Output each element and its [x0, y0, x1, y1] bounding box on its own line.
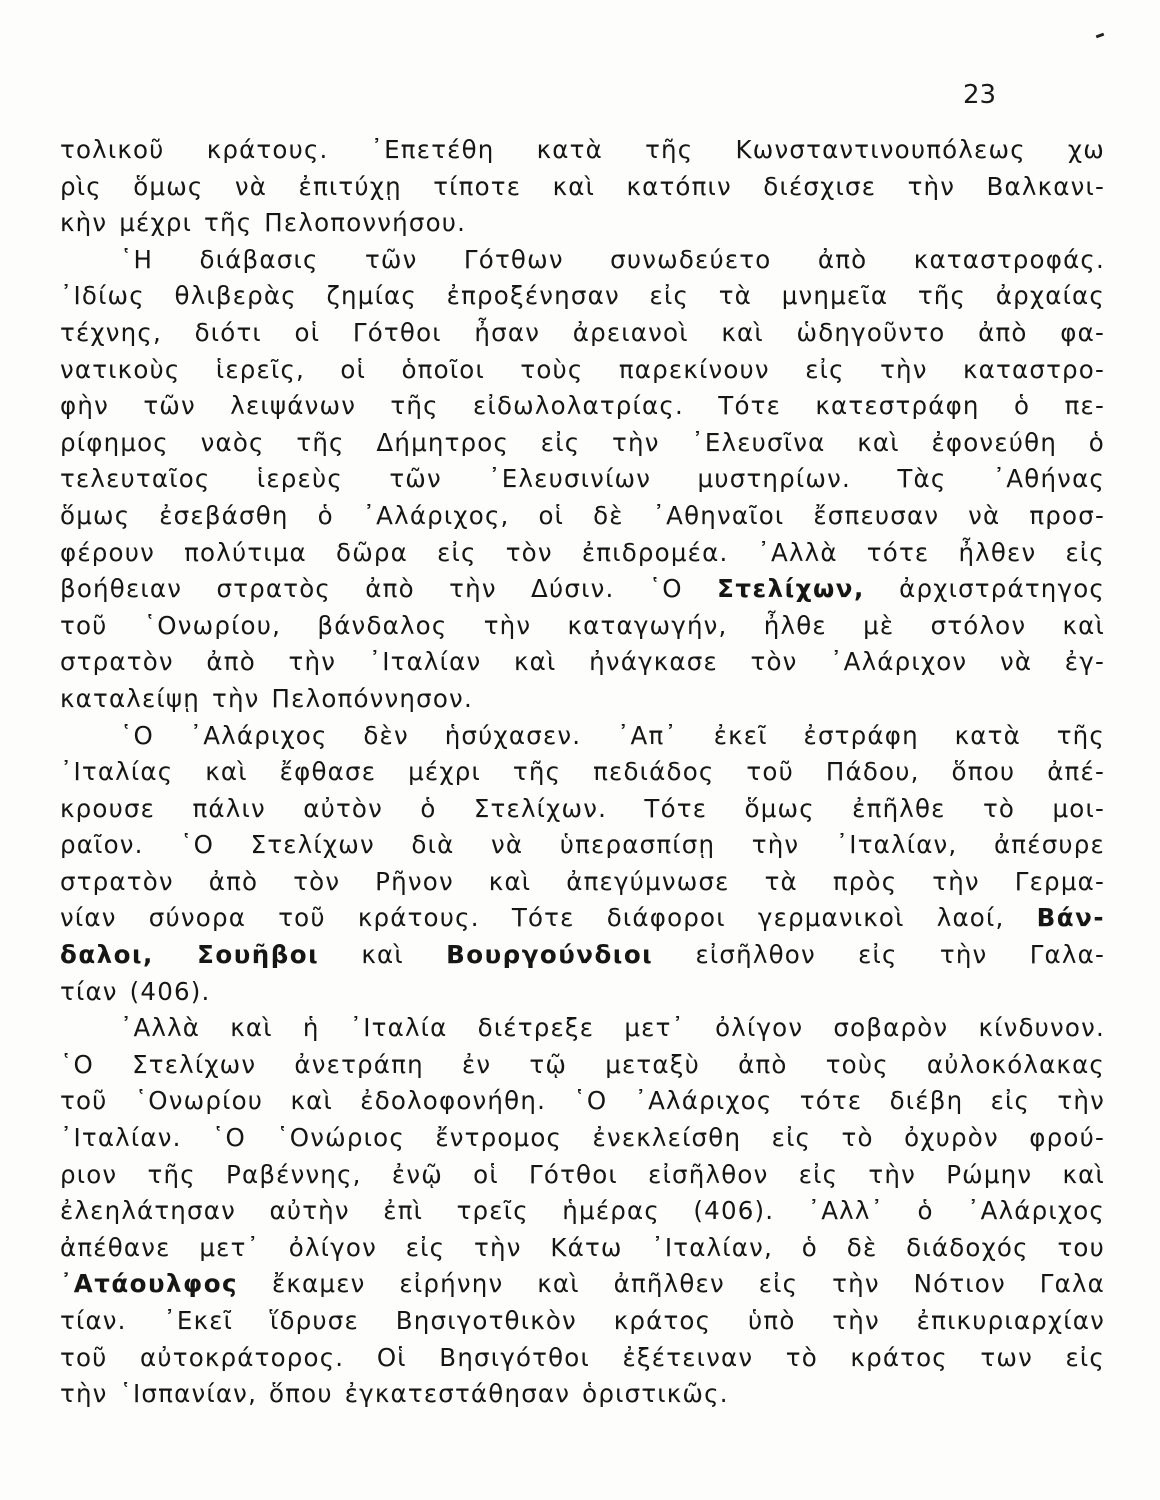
- text-line: [60, 1157, 1105, 1194]
- text-line: [60, 608, 1105, 645]
- text-segment: ᾿Αλλὰ καὶ ἡ ᾿Ιταλία διέτρεξε μετ᾿ ὀλίγον σοβαρὸν κίνδυνον.: [120, 1013, 1105, 1043]
- text-line: [60, 315, 1105, 352]
- text-segment: νατικοὺς ἱερεῖς, οἱ ὁποῖοι τοὺς παρεκίνουν εἰς τὴν καταστρο-: [60, 354, 1105, 384]
- text-line: [60, 388, 1105, 425]
- text-line: [60, 681, 1105, 718]
- text-line: [60, 900, 1105, 937]
- text-line: [60, 754, 1105, 791]
- text-segment: κρουσε πάλιν αὐτὸν ὁ Στελίχων. Τότε ὅμως ἐπῆλθε τὸ μοι-: [60, 793, 1105, 823]
- bold-term: Στελίχων,: [717, 574, 865, 604]
- text-line: [60, 169, 1105, 206]
- text-segment: τελευταῖος ἱερεὺς τῶν ᾿Ελευσινίων μυστηρίων. Τὰς ᾿Αθήνας: [60, 464, 1105, 494]
- text-segment: βοήθειαν στρατὸς ἀπὸ τὴν Δύσιν. ῾Ο: [60, 574, 718, 604]
- text-line: [60, 498, 1105, 535]
- body-text: [60, 132, 1105, 1413]
- text-line: [60, 425, 1105, 462]
- text-segment: ρίφημος ναὸς τῆς Δήμητρος εἰς τὴν ᾿Ελευσῖνα καὶ ἐφονεύθη ὁ: [60, 427, 1105, 457]
- text-segment: τίαν (406).: [60, 976, 211, 1006]
- bold-term: ᾿Ατάουλφος: [60, 1269, 239, 1299]
- text-line: [60, 352, 1105, 389]
- text-segment: τοῦ ῾Ονωρίου καὶ ἐδολοφονήθη. ῾Ο ᾿Αλάριχος τότε διέβη εἰς τὴν: [60, 1086, 1105, 1116]
- text-segment: στρατὸν ἀπὸ τὴν ᾿Ιταλίαν καὶ ἠνάγκασε τὸν ᾿Αλάριχον νὰ ἐγ-: [60, 647, 1105, 677]
- text-segment: τολικοῦ κράτους. ᾿Επετέθη κατὰ τῆς Κωνσταντινουπόλεως χω: [60, 135, 1105, 164]
- text-line: [60, 535, 1105, 572]
- text-segment: ἀρχιστράτηγος: [864, 574, 1105, 604]
- text-line: [60, 461, 1105, 498]
- text-line: [60, 718, 1105, 755]
- text-line: [60, 1193, 1105, 1230]
- text-segment: ὅμως ἐσεβάσθη ὁ ᾿Αλάριχος, οἱ δὲ ᾿Αθηναῖοι ἔσπευσαν νὰ προσ-: [60, 500, 1105, 530]
- text-line: [60, 1230, 1105, 1267]
- corner-mark: [1096, 33, 1105, 39]
- text-segment: ἀπέθανε μετ᾿ ὀλίγον εἰς τὴν Κάτω ᾿Ιταλίαν, ὁ δὲ διάδοχός του: [60, 1232, 1105, 1262]
- text-line: [60, 132, 1105, 169]
- text-line: [60, 974, 1105, 1011]
- text-segment: ἔκαμεν εἰρήνην καὶ ἀπῆλθεν εἰς τὴν Νότιον Γαλα: [238, 1269, 1105, 1299]
- bold-term: Βουργούνδιοι: [446, 940, 654, 970]
- text-segment: ᾿Ιταλίαν. ῾Ο ῾Ονώριος ἔντρομος ἐνεκλείσθη εἰς τὸ ὀχυρὸν φρού-: [60, 1123, 1105, 1153]
- text-segment: ἐλεηλάτησαν αὐτὴν ἐπὶ τρεῖς ἡμέρας (406). ᾿Αλλ᾿ ὁ ᾿Αλάριχος: [60, 1196, 1105, 1226]
- text-segment: τοῦ αὐτοκράτορος. Οἱ Βησιγότθοι ἐξέτειναν τὸ κράτος των εἰς: [60, 1342, 1105, 1372]
- text-line: [60, 1303, 1105, 1340]
- page-number: 23: [963, 80, 997, 110]
- text-segment: εἰσῆλθον εἰς τὴν Γαλα-: [653, 940, 1105, 970]
- text-segment: νίαν σύνορα τοῦ κράτους. Τότε διάφοροι γερμανικοὶ λαοί,: [60, 903, 1037, 933]
- text-segment: κὴν μέχρι τῆς Πελοποννήσου.: [60, 208, 467, 238]
- text-line: [60, 1047, 1105, 1084]
- text-segment: στρατὸν ἀπὸ τὸν Ρῆνον καὶ ἀπεγύμνωσε τὰ πρὸς τὴν Γερμα-: [60, 866, 1105, 896]
- text-line: [60, 1376, 1105, 1413]
- text-segment: τοῦ ῾Ονωρίου, βάνδαλος τὴν καταγωγήν, ἦλθε μὲ στόλον καὶ: [60, 610, 1105, 640]
- text-line: [60, 571, 1105, 608]
- text-segment: καταλείψῃ τὴν Πελοπόννησον.: [60, 683, 473, 713]
- bold-term: δαλοι, Σουῆβοι: [60, 940, 320, 970]
- text-segment: τὴν ῾Ισπανίαν, ὅπου ἐγκατεστάθησαν ὁριστικῶς.: [60, 1379, 729, 1409]
- text-segment: ραῖον. ῾Ο Στελίχων διὰ νὰ ὑπερασπίσῃ τὴν ᾿Ιταλίαν, ἀπέσυρε: [60, 830, 1105, 860]
- text-line: [60, 1083, 1105, 1120]
- text-segment: ῾Η διάβασις τῶν Γότθων συνωδεύετο ἀπὸ καταστροφάς.: [120, 244, 1105, 274]
- text-segment: φέρουν πολύτιμα δῶρα εἰς τὸν ἐπιδρομέα. ᾿Αλλὰ τότε ἦλθεν εἰς: [60, 537, 1105, 567]
- text-segment: φὴν τῶν λειψάνων τῆς εἰδωλολατρίας. Τότε κατεστράφη ὁ πε-: [60, 391, 1105, 421]
- text-line: [60, 864, 1105, 901]
- text-line: [60, 1340, 1105, 1377]
- text-line: [60, 205, 1105, 242]
- text-segment: ᾿Ιταλίας καὶ ἔφθασε μέχρι τῆς πεδιάδος τοῦ Πάδου, ὅπου ἀπέ-: [60, 757, 1105, 787]
- text-line: [60, 278, 1105, 315]
- text-line: [60, 937, 1105, 974]
- text-line: [60, 242, 1105, 279]
- text-segment: ριον τῆς Ραβέννης, ἐνῷ οἱ Γότθοι εἰσῆλθον εἰς τὴν Ρώμην καὶ: [60, 1159, 1105, 1189]
- text-segment: καὶ: [319, 940, 447, 970]
- text-segment: ᾿Ιδίως θλιβερὰς ζημίας ἐπροξένησαν εἰς τὰ μνημεῖα τῆς ἀρχαίας: [60, 281, 1105, 311]
- text-segment: ῾Ο ᾿Αλάριχος δὲν ἡσύχασεν. ᾿Απ᾿ ἐκεῖ ἐστράφη κατὰ τῆς: [120, 720, 1105, 750]
- text-segment: τίαν. ᾿Εκεῖ ἵδρυσε Βησιγοτθικὸν κράτος ὑπὸ τὴν ἐπικυριαρχίαν: [60, 1306, 1105, 1335]
- text-line: [60, 1266, 1105, 1303]
- text-line: [60, 827, 1105, 864]
- text-segment: τέχνης, διότι οἱ Γότθοι ἦσαν ἀρειανοὶ καὶ ὡδηγοῦντο ἀπὸ φα-: [60, 317, 1105, 347]
- text-line: [60, 1010, 1105, 1047]
- bold-term: Βάν-: [1036, 903, 1105, 933]
- text-line: [60, 644, 1105, 681]
- text-line: [60, 791, 1105, 828]
- text-segment: ῾Ο Στελίχων ἀνετράπη ἐν τῷ μεταξὺ ἀπὸ τοὺς αὐλοκόλακας: [60, 1049, 1105, 1079]
- text-line: [60, 1120, 1105, 1157]
- text-segment: ρὶς ὅμως νὰ ἐπιτύχῃ τίποτε καὶ κατόπιν διέσχισε τὴν Βαλκανι-: [60, 171, 1105, 201]
